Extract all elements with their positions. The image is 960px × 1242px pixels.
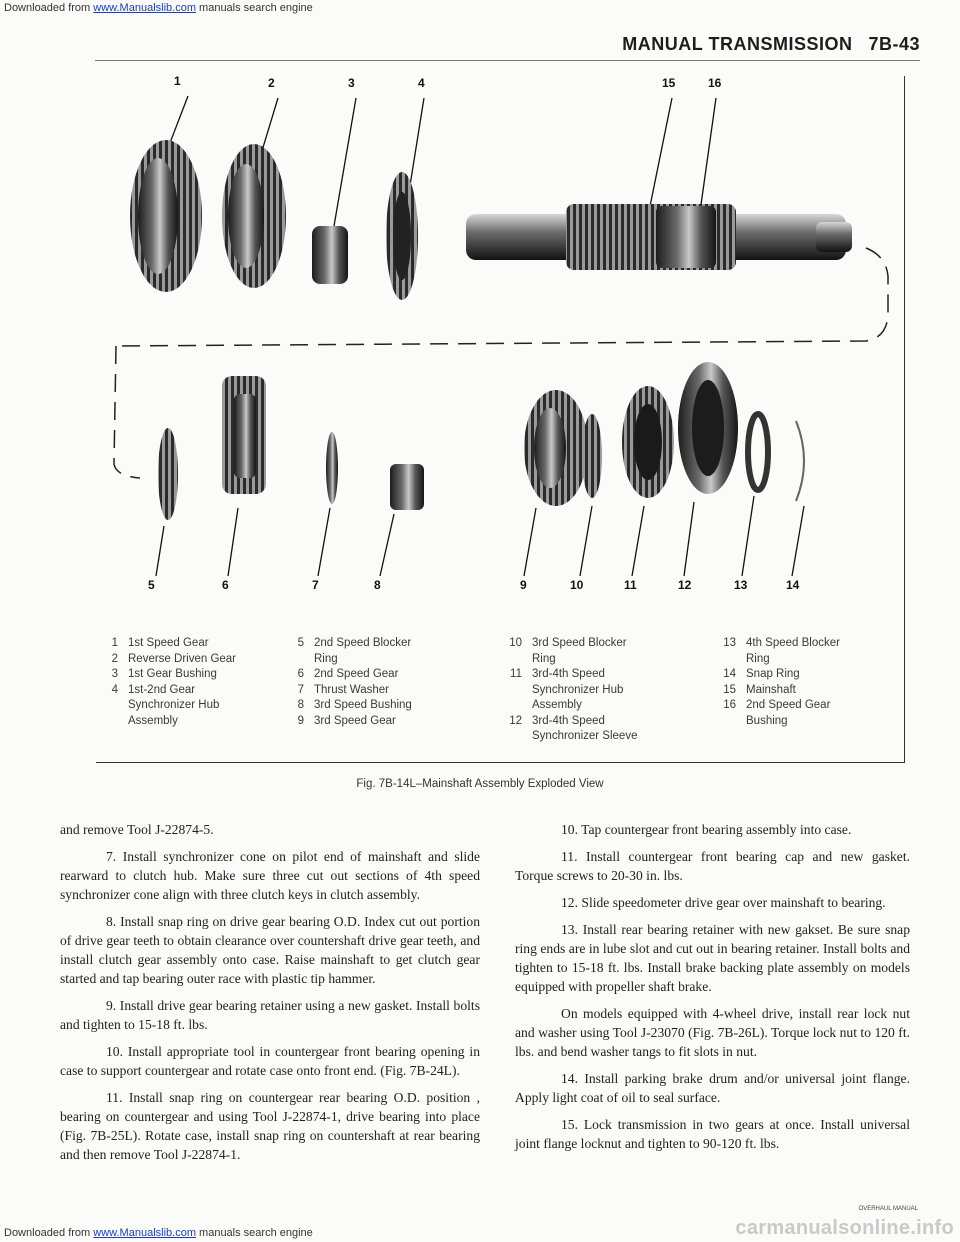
legend-num: 8 [297,699,304,711]
part-3rd-speed-bushing [390,464,424,510]
paragraph: 11. Install snap ring on countergear rear bearing O.D. position , bearing on countergear and using Tool J-22874-1, drive bearing into place (Fig. 7B-25L). Rotate case, install snap ring on countershaft at rear bearing and then remove Tool J-22874-1. [60,1090,480,1162]
legend-num: 5 [297,637,304,649]
legend-item [714,683,900,699]
legend-text: Reverse Driven Gear [128,652,237,665]
callout-3: 3 [348,76,355,90]
legend-text: Snap Ring [746,668,800,680]
part-2nd-speed-gear [222,376,266,494]
legend-num: 6 [297,668,304,680]
banner-suffix: manuals search engine [195,1227,313,1239]
legend-num: 14 [723,668,736,680]
callout-12: 12 [678,578,692,592]
legend-text: 3rd-4th Speed Synchronizer Hub Assembly [532,668,624,711]
page-number: 7B-43 [868,34,920,54]
legend-item [714,698,900,729]
section-title: MANUAL TRANSMISSION [622,34,853,54]
callout-10: 10 [570,578,584,592]
part-1st-speed-gear [130,140,202,292]
legend-item [96,667,266,683]
legend-text: Thrust Washer [314,683,389,696]
legend-text: 2nd Speed Blocker Ring [314,637,412,665]
legend-num: 7 [297,683,304,696]
legend-text: 1st-2nd Gear Synchronizer Hub Assembly [128,683,220,727]
callout-9: 9 [520,578,527,592]
legend-column-1 [96,636,266,729]
callout-5: 5 [148,578,155,592]
paragraph: 15. Lock transmission in two gears at once. Install universal joint flange locknut and tighten to 90-120 ft. lbs. [515,1117,910,1151]
paragraph: and remove Tool J-22874-5. [60,822,214,837]
callout-15: 15 [662,76,676,90]
part-3rd-4th-synchronizer-sleeve [678,362,738,494]
legend-num: 3 [111,668,118,680]
legend-num: 11 [510,668,522,680]
legend-item [96,683,266,730]
left-text-column [60,820,480,1172]
part-4th-speed-blocker-ring [748,414,768,490]
part-2nd-speed-blocker-ring [158,428,178,520]
legend-num: 15 [723,683,736,696]
legend-num: 16 [723,699,736,711]
legend-text: 2nd Speed Gear Bushing [746,699,831,727]
legend-text: 3rd Speed Gear [314,714,396,727]
part-snap-ring [796,421,804,501]
watermark: carmanualsonline.info [735,1217,954,1239]
legend-text: 4th Speed Blocker Ring [746,637,840,665]
manualslib-link[interactable]: www.Manualslib.com [93,2,196,14]
part-reverse-driven-gear [222,144,286,288]
running-head [622,34,920,55]
paragraph: 14. Install parking brake drum and/or universal joint flange. Apply light coat of oil to seal surface. [515,1071,910,1105]
part-mainshaft [466,204,852,270]
paragraph: 7. Install synchronizer cone on pilot end of mainshaft and slide rearward to clutch hub. Make sure three cut out sections of 4th speed synchronizer cone align with three clutch keys in clutch assembly. [60,849,480,902]
legend-num: 12 [509,714,522,727]
paragraph: 12. Slide speedometer drive gear over mainshaft to bearing. [561,895,886,910]
legend-item [714,636,900,667]
download-banner [4,2,313,14]
overhaul-manual-stamp: OVERHAUL MANUAL [858,1206,918,1212]
callout-4: 4 [418,76,425,90]
paragraph: 9. Install drive gear bearing retainer using a new gasket. Install bolts and tighten to 15-18 ft. lbs. [60,998,480,1032]
legend-text: 3rd Speed Bushing [314,699,412,711]
part-1st-gear-bushing [312,226,348,284]
legend-item [96,636,266,652]
legend-item [500,714,690,745]
right-text-column [515,820,910,1157]
legend-num: 4 [111,683,118,696]
legend-item [500,636,690,667]
legend-column-2 [282,636,462,729]
legend-item [282,667,462,683]
part-3rd-speed-blocker-ring [582,414,602,498]
part-thrust-washer [326,432,338,504]
callout-13: 13 [734,578,748,592]
paragraph: 10. Install appropriate tool in countergear front bearing opening in case to support countergear and rotate case onto front end. (Fig. 7B-24L). [60,1044,480,1078]
paragraph: 11. Install countergear front bearing cap and new gasket. Torque screws to 20-30 in. lbs. [515,849,910,883]
callout-7: 7 [312,578,319,592]
legend-column-4 [714,636,900,729]
callout-14: 14 [786,578,800,592]
legend-text: 3rd-4th Speed Synchronizer Sleeve [532,714,638,742]
legend-item [500,667,690,714]
paragraph: 8. Install snap ring on drive gear bearing O.D. Index cut out portion of drive gear teeth to obtain clearance over countershaft drive gear teeth, and install clutch gear assembly onto case. Raise mainshaft to get clutch gear started and tap bearing outer race with plastic tip hammer. [60,914,480,986]
callout-16: 16 [708,76,722,90]
callout-8: 8 [374,578,381,592]
manualslib-link[interactable]: www.Manualslib.com [93,1227,196,1239]
paragraph: 13. Install rear bearing retainer with new gakset. Be sure snap ring ends are in lube slot and cut out in bearing retainer. Install bolts and tighten to 15-18 ft. lbs. Install brake backing plate assembly on models equipped with propeller shaft brake. [515,922,910,994]
callout-1: 1 [174,74,181,88]
banner-suffix: manuals search engine [195,2,313,14]
download-banner-bottom [4,1227,313,1239]
banner-prefix: Downloaded from [4,2,94,14]
legend-text: 3rd Speed Blocker Ring [532,637,627,665]
paragraph: On models equipped with 4-wheel drive, install rear lock nut and washer using Tool J-23070 (Fig. 7B-26L). Torque lock nut to 120 ft. lbs. and bend washer tangs to fit slots in nut. [515,1006,910,1059]
paragraph: 10. Tap countergear front bearing assembly into case. [561,822,852,837]
legend-item [96,652,266,668]
legend-item [282,714,462,730]
header-rule [95,60,920,61]
legend-text: 1st Gear Bushing [128,668,217,680]
legend-text: 2nd Speed Gear [314,668,399,680]
legend-num: 10 [509,637,522,649]
legend-num: 1 [111,637,118,649]
legend-num: 13 [723,637,736,649]
legend-item [714,667,900,683]
legend-item [282,636,462,667]
callout-11: 11 [624,578,637,592]
legend-text: 1st Speed Gear [128,637,209,649]
callout-2: 2 [268,76,275,90]
figure-box [96,76,905,763]
legend-text: Mainshaft [746,683,796,696]
legend-num: 2 [111,652,118,665]
part-synchronizer-hub [386,172,418,300]
legend-item [282,698,462,714]
exploded-view-illustration [96,76,904,636]
legend-num: 9 [297,714,304,727]
figure-caption: Fig. 7B-14L–Mainshaft Assembly Exploded View [356,778,604,790]
part-3rd-speed-gear [524,390,588,506]
legend-item [282,683,462,699]
callout-6: 6 [222,578,229,592]
banner-prefix: Downloaded from [4,1227,94,1239]
legend-column-3 [500,636,690,745]
part-3rd-4th-synchronizer-hub [622,386,674,498]
